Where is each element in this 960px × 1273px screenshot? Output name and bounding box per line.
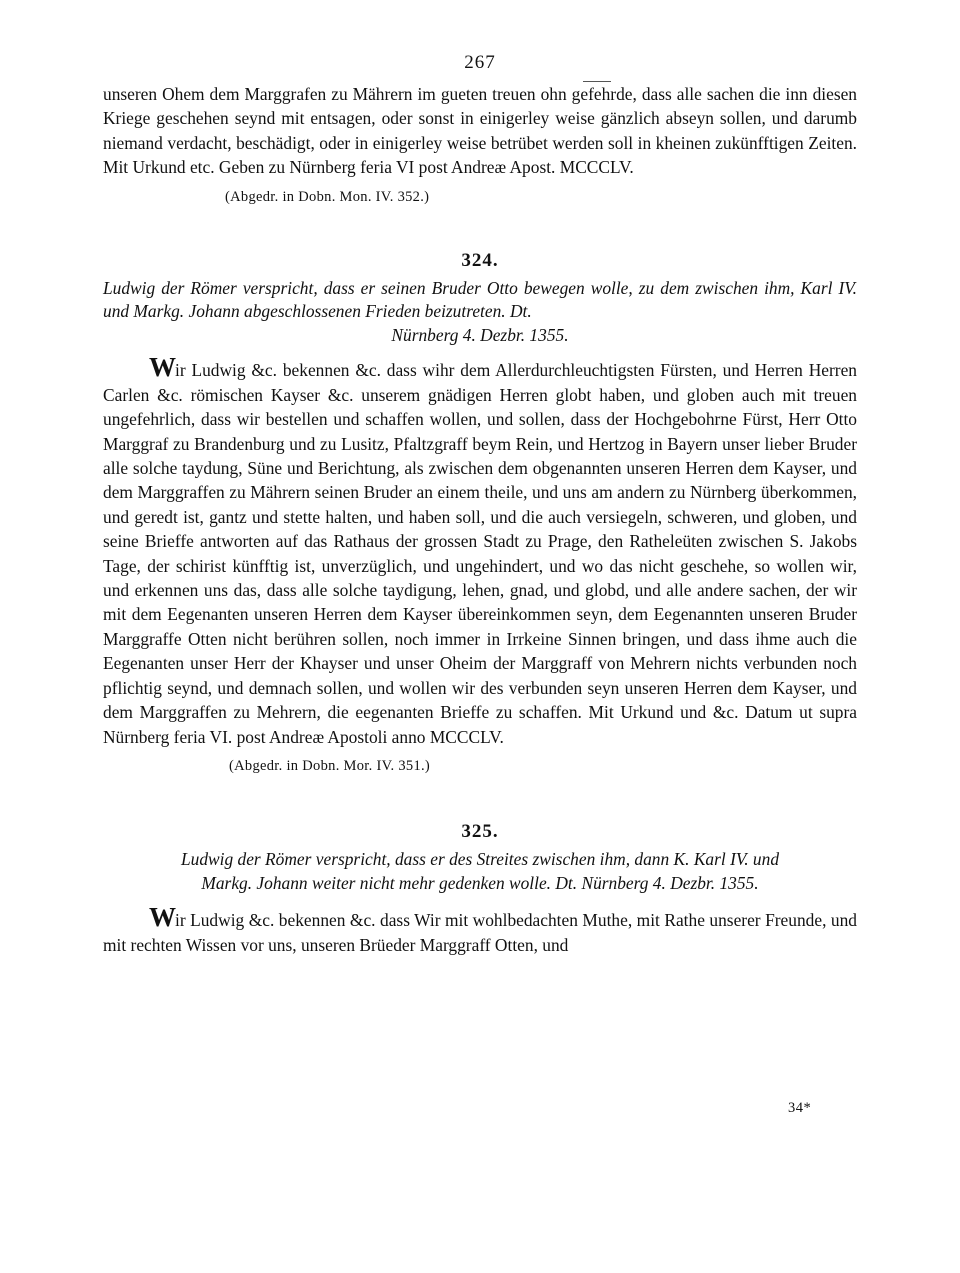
signature-mark: 34* — [788, 1100, 812, 1116]
citation-324: (Abgedr. in Dobn. Mor. IV. 351.) — [229, 757, 431, 774]
document-summary-324-main: Ludwig der Römer verspricht, dass er seinen Bruder Otto bewegen wolle, zu dem zwischen ihm, Karl IV. und Markg. Johann abgeschlossenen Frieden beizutreten. Dt. — [103, 277, 857, 322]
document-text-325-body: ir Ludwig &c. bekennen &c. dass Wir mit wohlbedachten Muthe, mit Rathe unserer Freunde, und mit rechten Wissen vor uns, unseren Brüeder Marggraff Otten, und — [103, 910, 857, 955]
document-number-325: 325. — [461, 820, 499, 842]
drop-initial-325: W — [149, 902, 175, 933]
carryover-paragraph: unseren Ohem dem Marggrafen zu Mährern im gueten treuen ohn gefehrde, dass alle sachen die inn diesen Kriege geschehen seynd mit entsagen, oder sonst in einigerley weise gänzlich abseyn sollen, und darumb niemand verdacht, beschädigt, oder in einigerley weise betrübet werden soll in kheinen zukünfftigen Zeiten. Mit Urkund etc. Geben zu Nürnberg feria VI post Andreæ Apost. MCCCLV. — [103, 84, 857, 178]
drop-initial-324: W — [149, 352, 175, 383]
document-text-324-body: ir Ludwig &c. bekennen &c. dass wihr dem Allerdurchleuchtigsten Fürsten, und Herren Herren Carlen &c. römischen Kayser &c. unserem gnädigen Herren globt haben, und globen auch mit treuen ungefehrlich, dass wir bestellen und schaffen wollen, und sollen, dass der Hochgebohrne Fürst, Herr Otto Marggraf zu Brandenburg und zu Lusitz, Pfaltzgraff beym Rein, und Hertzog in Bayern unser lieber Bruder alle solche taydung, Süne und Berichtung, als zwischen dem obgenannten unseren Herren dem Kayser, und dem Marggraffen zu Mährern seinen Bruder an einem theile, und uns am andern zu Nürnberg überkommen, und geredt ist, gantz und stette halten, und haben soll, und die auch versiegeln, schweren, und globen, und seine Brieffe antworten auf das Rathaus der grossen Stadt zu Prage, den Ratheleüten zwischen S. Jakobs Tage, der schirist künfftig ist, unverzüglich, und ungehindert, und wo das nicht geschehe, so wollen wir, und erkennen uns das, dass alle solche taydigung, lehen, gnad, und globd, und alle andere sachen, der wir mit dem Eegenanten unseren Herren dem Kayser übereinkommen seyn, dem Eegenannten unseren Bruder Marggraffe Otten nicht berühren sollen, noch immer in Irrkeine Sinnen bringen, und dass ihme auch die Eegenanten unser Herr der Khayser und unser Oheim der Marggraff von Mehrern nichts verbunden noch pflichtig seynd, und demnach sollen, und wollen wir des verbunden seyn unseren Herren dem Kayser, und dem Marggraffen zu Mehrern, die eegenanten Brieffe zu schaffen. Mit Urkund und &c. Datum ut supra Nürnberg feria VI. post Andreæ Apostoli anno MCCCLV. — [103, 360, 857, 747]
document-summary-324 — [103, 277, 857, 348]
document-page — [103, 52, 857, 957]
document-summary-325 — [103, 848, 857, 895]
document-summary-324-date: Nürnberg 4. Dezbr. 1355. — [391, 324, 569, 345]
document-summary-325-line2: Markg. Johann weiter nicht mehr gedenken wolle. Dt. Nürnberg 4. Dezbr. 1355. — [201, 872, 759, 893]
page-number: 267 — [103, 52, 857, 82]
citation-carryover: (Abgedr. in Dobn. Mon. IV. 352.) — [225, 188, 430, 205]
document-summary-325-line1: Ludwig der Römer verspricht, dass er des Streites zwischen ihm, dann K. Karl IV. und — [180, 848, 780, 869]
document-text-325 — [103, 902, 857, 957]
document-number-324: 324. — [461, 249, 499, 271]
document-text-324 — [103, 352, 857, 749]
